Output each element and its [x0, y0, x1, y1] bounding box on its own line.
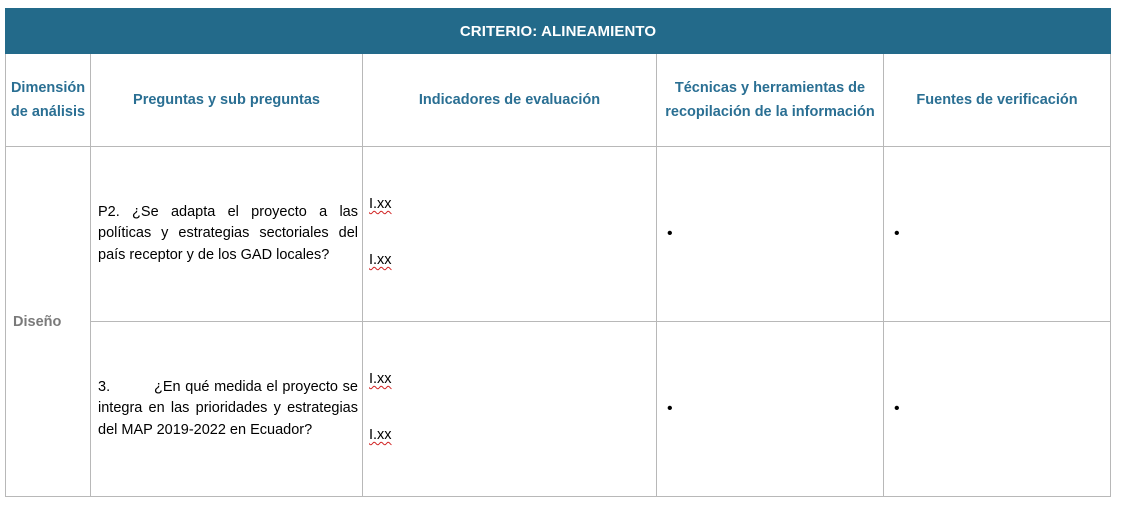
table-row: [6, 322, 1111, 497]
question-text: ¿En qué medida el proyecto se integra en las prioridades y estrategias del MAP 2019-2022 en Ecuador?: [98, 378, 358, 438]
header-indicadores: Indicadores de evaluación: [363, 54, 657, 147]
bullet-icon: •: [667, 225, 673, 242]
bullet-icon: •: [894, 225, 900, 242]
tecnicas-cell: [657, 322, 884, 497]
question-number: 3.: [98, 378, 111, 395]
header-tecnicas: Técnicas y herramientas de recopilación de la información: [657, 54, 884, 147]
dimension-cell: Diseño: [6, 147, 91, 497]
bullet-icon: •: [667, 400, 673, 417]
indicators-cell: [363, 147, 657, 322]
tecnicas-cell: [657, 147, 884, 322]
table-row: [6, 147, 1111, 322]
indicator-text: I.xx: [369, 196, 392, 212]
header-dimension: Dimensión de análisis: [6, 54, 91, 147]
indicators-cell: [363, 322, 657, 497]
indicator-text: I.xx: [369, 252, 392, 268]
criteria-table: [5, 8, 1111, 497]
header-fuentes: Fuentes de verificación: [884, 54, 1111, 147]
fuentes-cell: [884, 147, 1111, 322]
indicator-text: I.xx: [369, 371, 392, 387]
table-title: CRITERIO: ALINEAMIENTO: [6, 9, 1111, 54]
bullet-icon: •: [894, 400, 900, 417]
question-cell: [91, 322, 363, 497]
indicator-text: I.xx: [369, 427, 392, 443]
header-preguntas: Preguntas y sub preguntas: [91, 54, 363, 147]
question-cell: [91, 147, 363, 322]
fuentes-cell: [884, 322, 1111, 497]
question-text: P2. ¿Se adapta el proyecto a las políticas y estrategias sectoriales del país receptor y de los GAD locales?: [98, 203, 358, 263]
